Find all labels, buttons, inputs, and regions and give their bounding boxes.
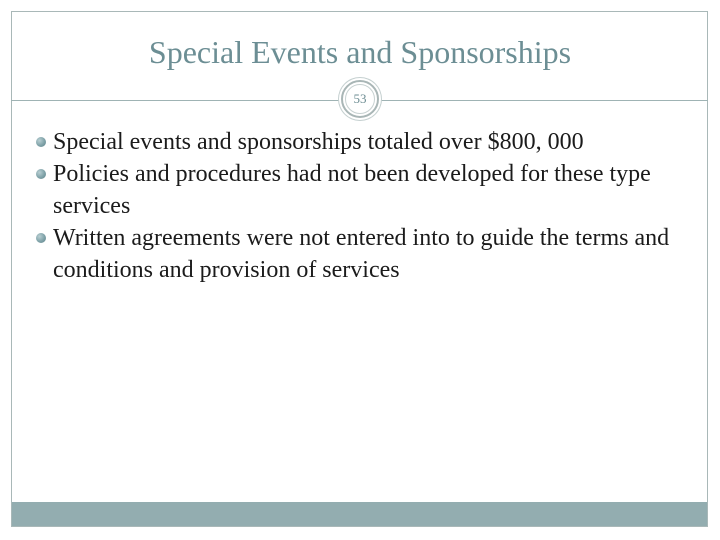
bullet-item bbox=[34, 222, 694, 286]
bullet-item bbox=[34, 126, 694, 158]
bullet-item bbox=[34, 158, 694, 222]
bullet-dot-icon bbox=[36, 233, 46, 243]
slide-title: Special Events and Sponsorships bbox=[148, 34, 572, 70]
slide-number: 53 bbox=[353, 91, 367, 106]
bullet-list bbox=[34, 126, 694, 286]
bullet-text: Written agreements were not entered into to guide the terms and conditions and provision of services bbox=[53, 225, 670, 283]
bullet-dot-icon bbox=[36, 169, 46, 179]
bullet-text: Special events and sponsorships totaled over $800, 000 bbox=[53, 129, 584, 155]
footer-bar bbox=[12, 502, 707, 526]
slide-number-badge bbox=[341, 80, 379, 118]
bullet-dot-icon bbox=[36, 137, 46, 147]
bullet-text: Policies and procedures had not been developed for these type services bbox=[53, 161, 651, 219]
